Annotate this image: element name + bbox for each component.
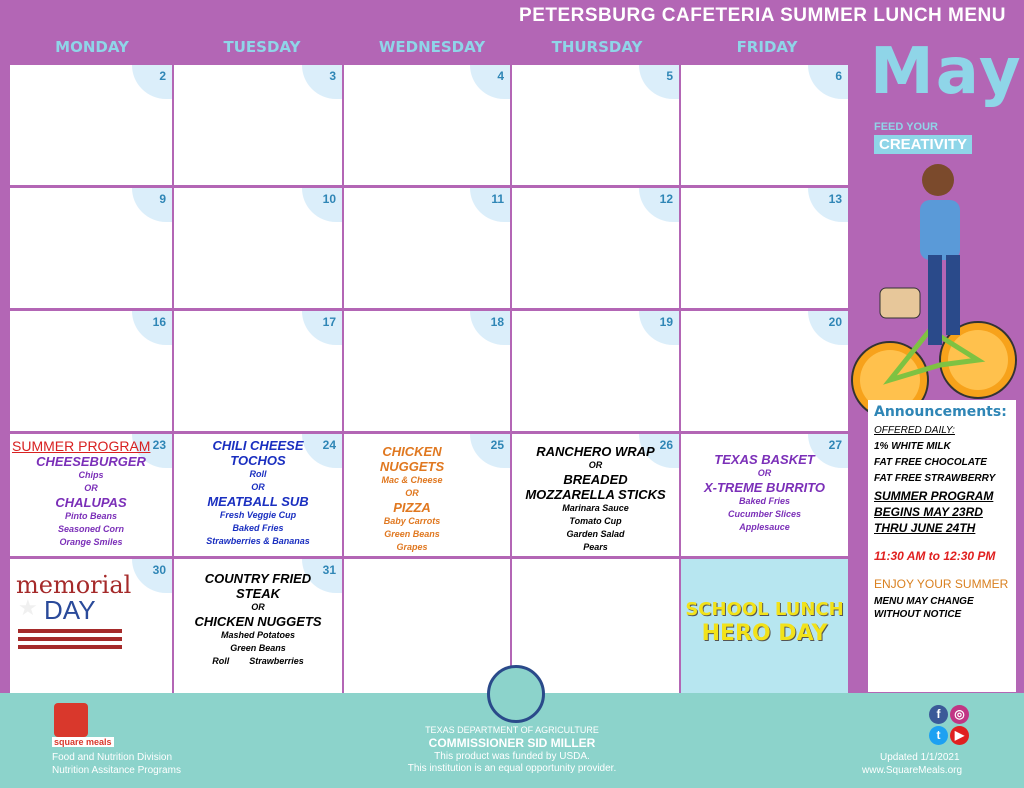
day-wednesday: WEDNESDAY bbox=[378, 38, 486, 56]
day-cell bbox=[512, 188, 679, 308]
day-cell bbox=[512, 65, 679, 185]
date-number: 11 bbox=[470, 188, 510, 222]
menu-side: Applesauce bbox=[739, 522, 790, 532]
date-number: 12 bbox=[639, 188, 679, 222]
footer-left-line2: Nutrition Assitance Programs bbox=[52, 765, 181, 776]
girl-on-bike-illustration bbox=[850, 160, 1024, 420]
date-number: 3 bbox=[302, 65, 342, 99]
menu-or: OR bbox=[251, 602, 265, 612]
footer-left-line1: Food and Nutrition Division bbox=[52, 752, 173, 763]
menu-side: Green Beans bbox=[384, 529, 440, 539]
announcements-panel bbox=[868, 400, 1016, 692]
menu-main: PIZZA bbox=[393, 500, 431, 515]
menu-main: CHICKEN bbox=[382, 444, 442, 459]
youtube-icon[interactable]: ▶ bbox=[950, 726, 969, 745]
facebook-icon[interactable]: f bbox=[929, 705, 948, 724]
day-cell-menu bbox=[512, 434, 679, 556]
menu-side: Cucumber Slices bbox=[727, 509, 802, 519]
menu-side: Orange Smiles bbox=[59, 537, 123, 547]
milk-item: FAT FREE STRAWBERRY bbox=[874, 473, 996, 484]
menu-side: Pears bbox=[583, 542, 608, 552]
date-number: 26 bbox=[639, 434, 679, 468]
date-number: 18 bbox=[470, 311, 510, 345]
memorial-day-text: DAY bbox=[44, 595, 96, 625]
menu-side: Green Beans bbox=[230, 643, 286, 653]
day-cell bbox=[512, 559, 679, 693]
milk-item: 1% WHITE MILK bbox=[874, 441, 951, 452]
day-friday: FRIDAY bbox=[736, 38, 798, 56]
menu-main: CHEESEBURGER bbox=[36, 454, 146, 469]
date-number: 27 bbox=[808, 434, 848, 468]
menu-side: Baked Fries bbox=[738, 496, 791, 506]
footer-dept: TEXAS DEPARTMENT OF AGRICULTURE bbox=[425, 725, 599, 735]
day-thursday: THURSDAY bbox=[551, 38, 643, 56]
social-icons bbox=[928, 704, 978, 746]
menu-side: Roll Strawberries bbox=[212, 656, 304, 666]
day-cell bbox=[174, 311, 342, 431]
menu-main: CHALUPAS bbox=[55, 495, 127, 510]
date-number: 30 bbox=[132, 559, 172, 593]
menu-side: Marinara Sauce bbox=[562, 503, 629, 513]
date-number: 6 bbox=[808, 65, 848, 99]
menu-side: Roll bbox=[249, 469, 267, 479]
menu-main: MEATBALL SUB bbox=[207, 494, 309, 509]
footer-funded: This product was funded by USDA. bbox=[434, 751, 590, 762]
creativity-text: CREATIVITY bbox=[874, 135, 972, 154]
menu-change: WITHOUT NOTICE bbox=[874, 609, 962, 620]
day-cell bbox=[174, 65, 342, 185]
day-cell bbox=[344, 311, 510, 431]
menu-main: X-TREME BURRITO bbox=[703, 480, 826, 495]
menu-side: Grapes bbox=[396, 542, 428, 552]
menu-main: NUGGETS bbox=[379, 459, 445, 474]
lunch-time: 11:30 AM to 12:30 PM bbox=[874, 549, 996, 563]
day-cell-memorial bbox=[10, 559, 172, 693]
day-cell-menu bbox=[681, 434, 848, 556]
day-cell-menu bbox=[344, 434, 510, 556]
date-number: 16 bbox=[132, 311, 172, 345]
day-cell-hero bbox=[681, 559, 848, 693]
program-line: THRU JUNE 24TH bbox=[874, 521, 976, 535]
menu-side: Tomato Cup bbox=[569, 516, 622, 526]
milk-item: FAT FREE CHOCOLATE bbox=[874, 457, 987, 468]
menu-side: Mac & Cheese bbox=[381, 475, 443, 485]
instagram-icon[interactable]: ◎ bbox=[950, 705, 969, 724]
menu-main: COUNTRY FRIED bbox=[204, 571, 312, 586]
menu-side: Pinto Beans bbox=[64, 511, 117, 521]
day-cell bbox=[681, 188, 848, 308]
menu-side: Strawberries & Bananas bbox=[206, 536, 310, 546]
menu-or: OR bbox=[84, 483, 98, 493]
summer-program-header: SUMMER PROGRAM bbox=[12, 438, 151, 454]
menu-side: Seasoned Corn bbox=[57, 524, 124, 534]
enjoy-summer: ENJOY YOUR SUMMER bbox=[874, 577, 1009, 591]
menu-main: BREADED bbox=[563, 472, 628, 487]
date-number: 10 bbox=[302, 188, 342, 222]
sidebar bbox=[850, 35, 1024, 690]
month-title: May bbox=[870, 35, 1023, 109]
weekday-header bbox=[8, 38, 850, 62]
date-number: 20 bbox=[808, 311, 848, 345]
page-title: PETERSBURG CAFETERIA SUMMER LUNCH MENU bbox=[519, 5, 1006, 26]
day-cell bbox=[10, 188, 172, 308]
menu-main: CHICKEN NUGGETS bbox=[194, 614, 322, 629]
date-number: 5 bbox=[639, 65, 679, 99]
menu-side: Mashed Potatoes bbox=[220, 630, 296, 640]
day-cell bbox=[344, 559, 510, 693]
announcements-heading: Announcements: bbox=[874, 404, 1007, 420]
day-cell bbox=[681, 311, 848, 431]
menu-side: Fresh Veggie Cup bbox=[219, 510, 297, 520]
offered-daily: OFFERED DAILY: bbox=[874, 425, 955, 436]
day-cell bbox=[10, 65, 172, 185]
memorial-text: memorial bbox=[16, 571, 132, 599]
menu-main: RANCHERO WRAP bbox=[536, 444, 655, 459]
menu-side: Baby Carrots bbox=[383, 516, 441, 526]
menu-main: STEAK bbox=[235, 586, 281, 601]
day-cell bbox=[344, 188, 510, 308]
flag-stripe bbox=[18, 637, 122, 641]
department-seal-icon bbox=[487, 665, 545, 723]
flag-stripe bbox=[18, 645, 122, 649]
day-cell bbox=[10, 311, 172, 431]
program-line: BEGINS MAY 23RD bbox=[874, 505, 983, 519]
calendar-grid bbox=[8, 63, 850, 693]
day-cell bbox=[344, 65, 510, 185]
menu-main: MOZZARELLA STICKS bbox=[525, 487, 666, 502]
day-cell-menu bbox=[10, 434, 172, 556]
footer-site-link[interactable]: www.SquareMeals.org bbox=[862, 765, 963, 776]
menu-or: OR bbox=[405, 488, 419, 498]
footer-equal: This institution is an equal opportunity provider. bbox=[407, 763, 617, 774]
menu-main: TEXAS BASKET bbox=[714, 452, 815, 467]
menu-side: Chips bbox=[78, 470, 104, 480]
day-cell bbox=[681, 65, 848, 185]
program-line: SUMMER PROGRAM bbox=[874, 489, 994, 503]
date-number: 25 bbox=[470, 434, 510, 468]
date-number: 23 bbox=[132, 434, 172, 468]
day-monday: MONDAY bbox=[55, 38, 129, 56]
menu-change: MENU MAY CHANGE bbox=[874, 596, 974, 607]
menu-main: TOCHOS bbox=[230, 453, 286, 468]
date-number: 24 bbox=[302, 434, 342, 468]
day-cell bbox=[512, 311, 679, 431]
menu-or: OR bbox=[757, 468, 772, 478]
feed-your-text: FEED YOUR bbox=[874, 121, 938, 133]
footer bbox=[0, 693, 1024, 788]
menu-or: OR bbox=[588, 460, 603, 470]
date-number: 2 bbox=[132, 65, 172, 99]
footer-updated: Updated 1/1/2021 bbox=[880, 752, 960, 763]
logo-text: square meals bbox=[54, 737, 112, 747]
flag-stripe bbox=[18, 629, 122, 633]
date-number: 4 bbox=[470, 65, 510, 99]
footer-commissioner: COMMISSIONER SID MILLER bbox=[428, 736, 596, 750]
date-number: 13 bbox=[808, 188, 848, 222]
menu-or: OR bbox=[251, 482, 265, 492]
hero-day-line2: HERO DAY bbox=[701, 621, 828, 646]
twitter-icon[interactable]: t bbox=[929, 726, 948, 745]
date-number: 9 bbox=[132, 188, 172, 222]
date-number: 31 bbox=[302, 559, 342, 593]
day-tuesday: TUESDAY bbox=[223, 38, 301, 56]
day-cell-menu bbox=[174, 434, 342, 556]
day-cell-menu bbox=[174, 559, 342, 693]
hero-day-line1: SCHOOL LUNCH bbox=[685, 599, 844, 620]
date-number: 19 bbox=[639, 311, 679, 345]
menu-side: Baked Fries bbox=[232, 523, 284, 533]
date-number: 17 bbox=[302, 311, 342, 345]
menu-side: Garden Salad bbox=[566, 529, 625, 539]
star-icon: ★ bbox=[18, 595, 38, 620]
day-cell bbox=[174, 188, 342, 308]
menu-main: CHILI CHEESE bbox=[212, 438, 304, 453]
